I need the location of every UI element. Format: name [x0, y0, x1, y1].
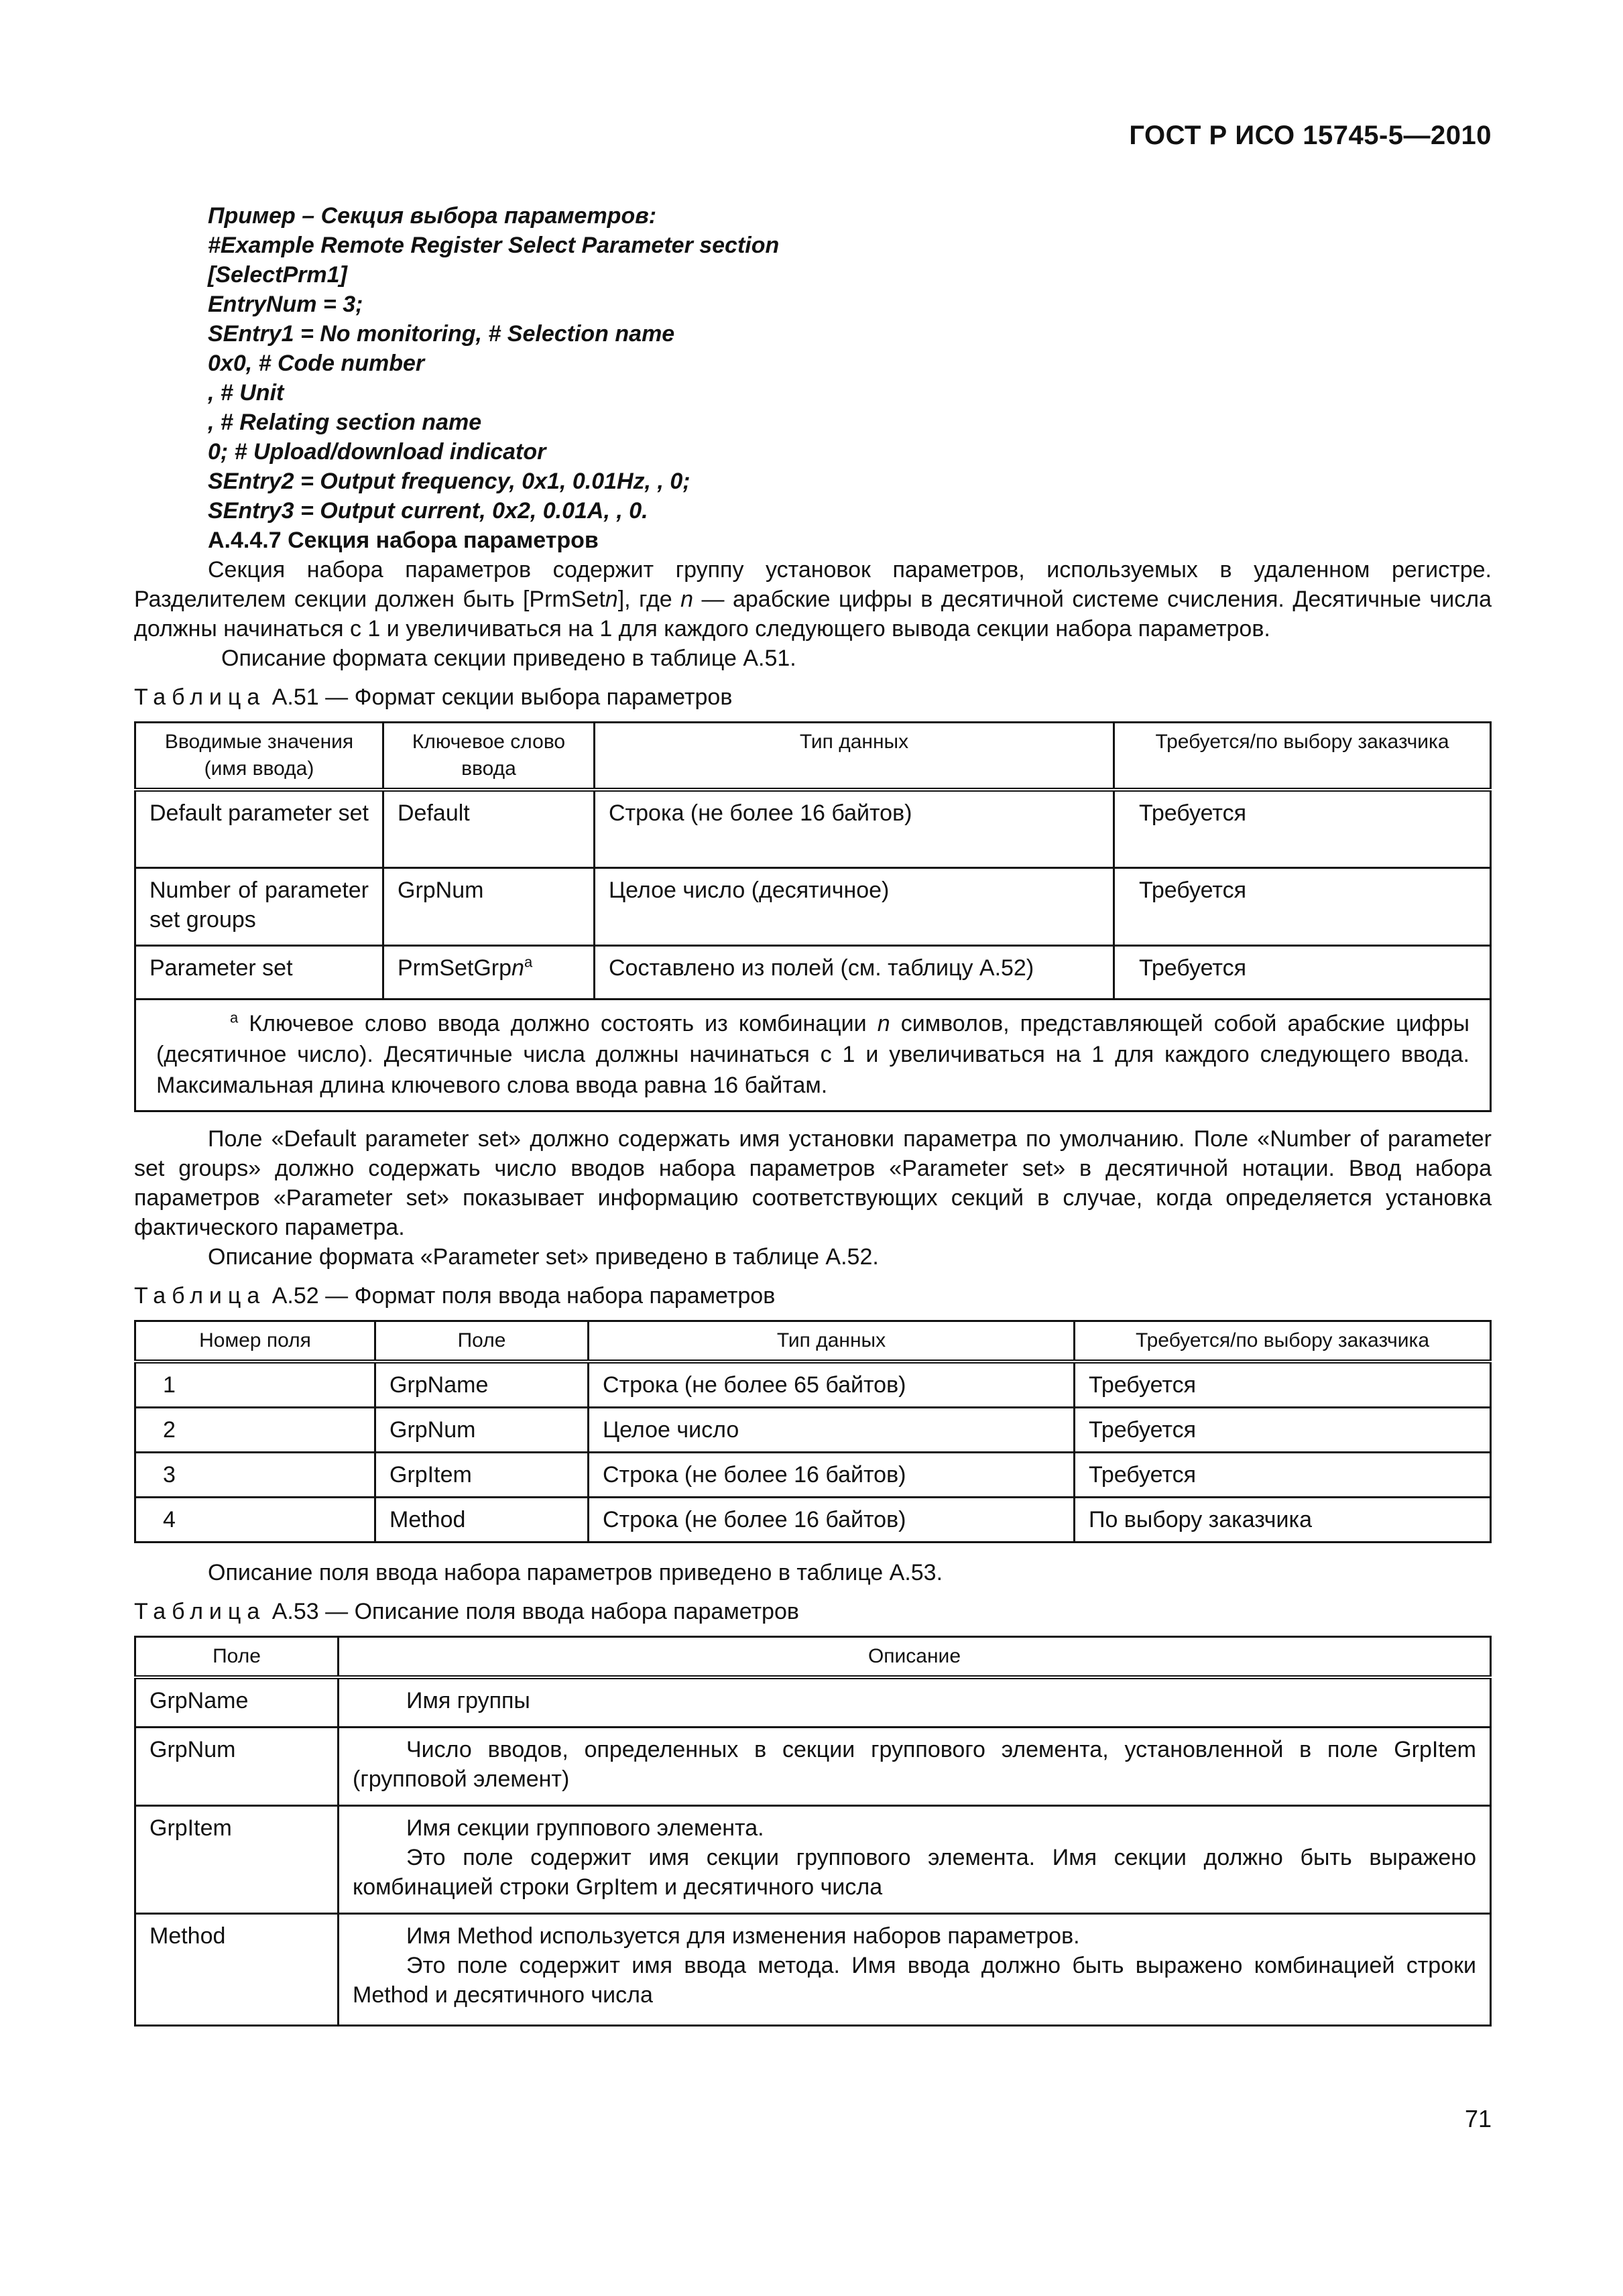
- table-cell: GrpName: [375, 1362, 589, 1408]
- example-line: 0x0, # Code number: [208, 351, 425, 376]
- table-cell: Parameter set: [135, 945, 383, 999]
- table-cell: [339, 1727, 1491, 1805]
- table-cell: GrpItem: [375, 1452, 589, 1497]
- table-cell: Требуется: [1114, 945, 1491, 999]
- table-row: [135, 790, 1491, 867]
- table-header-row: [135, 1636, 1491, 1677]
- table-footnote: $^a$ Ключевое слово ввода должно состоять из комбинации n символов, представляющей собой арабские цифры (десятичное число). Десятичные числа должны начинаться с 1 и увеличиваться на 1 для каждого следующего ввода. Максимальная длина ключевого слова ввода равна 16 байтам.: [135, 999, 1491, 1111]
- table-row: [135, 1677, 1491, 1728]
- table-cell: Default parameter set: [135, 790, 383, 867]
- table-header-cell: Вводимые значения (имя ввода): [135, 723, 383, 790]
- table-cell: [339, 1805, 1491, 1913]
- table-header-cell: Поле: [375, 1321, 589, 1362]
- table-cell: PrmSetGrpn$^a$: [383, 945, 595, 999]
- table-header-cell: Требуется/по выбору заказчика: [1114, 723, 1491, 790]
- table-row: [135, 1805, 1491, 1913]
- table-cell: 2: [135, 1407, 375, 1452]
- table-52: [134, 1320, 1492, 1543]
- table-51-caption: Таблица А.51 — Формат секции выбора параметров: [134, 684, 733, 710]
- example-line: , # Relating section name: [208, 410, 482, 435]
- table-header-cell: Ключевое слово ввода: [383, 723, 595, 790]
- table-cell: Number of parameter set groups: [135, 867, 383, 945]
- table-cell: Требуется: [1114, 867, 1491, 945]
- example-line: SEntry1 = No monitoring, # Selection name: [208, 321, 675, 347]
- table-row: [135, 1362, 1491, 1408]
- table-cell: Составлено из полей (см. таблицу А.52): [595, 945, 1114, 999]
- section-paragraph: Секция набора параметров содержит группу установок параметров, используемых в удаленном регистре. Разделителем секции должен быть [PrmSetn], где n — арабские цифры в десятичной системе счисления. Десятичные числа должны начинаться с 1 и увеличиваться на 1 для каждого следующего вывода секции набора параметров.: [134, 557, 1492, 642]
- table-row: [135, 945, 1491, 999]
- table-header-cell: Требуется/по выбору заказчика: [1075, 1321, 1491, 1362]
- table-cell: GrpNum: [383, 867, 595, 945]
- table-header-row: [135, 723, 1491, 790]
- page-number: 71: [1464, 2105, 1492, 2132]
- page-content: [134, 117, 1492, 2027]
- body-paragraph-ref: Описание поля ввода набора параметров приведено в таблице А.53.: [208, 1559, 943, 1585]
- description-line: Это поле содержит имя ввода метода. Имя ввода должно быть выражено комбинацией строки Method и десятичного числа: [353, 1952, 1476, 2008]
- table-header-cell: Поле: [135, 1636, 339, 1677]
- description-line: Имя группы: [406, 1687, 530, 1713]
- table-cell: GrpNum: [375, 1407, 589, 1452]
- table-header-cell: Описание: [339, 1636, 1491, 1677]
- table-51: [134, 721, 1492, 1112]
- table-cell: По выбору заказчика: [1075, 1497, 1491, 1542]
- table-cell: Method: [375, 1497, 589, 1542]
- example-line: SEntry2 = Output frequency, 0x1, 0.01Hz, , 0;: [208, 469, 690, 494]
- document-id: ГОСТ Р ИСО 15745-5—2010: [1129, 121, 1492, 150]
- body-paragraph-ref: Описание формата «Parameter set» приведено в таблице А.52.: [208, 1244, 879, 1270]
- table-53-caption: Таблица А.53 — Описание поля ввода набора параметров: [134, 1598, 799, 1624]
- description-line: Имя секции группового элемента.: [406, 1815, 764, 1841]
- table-header-cell: Тип данных: [589, 1321, 1075, 1362]
- table-cell: 1: [135, 1362, 375, 1408]
- table-row: [135, 867, 1491, 945]
- table-cell: [339, 1913, 1491, 2025]
- table-cell: Требуется: [1075, 1452, 1491, 1497]
- table-cell: 3: [135, 1452, 375, 1497]
- table-row: [135, 1727, 1491, 1805]
- table-53: [134, 1636, 1492, 2027]
- description-line: Это поле содержит имя секции группового элемента. Имя секции должно быть выражено комбинацией строки GrpItem и десятичного числа: [353, 1844, 1476, 1900]
- example-line: [SelectPrm1]: [208, 262, 347, 288]
- table-cell: Строка (не более 16 байтов): [589, 1452, 1075, 1497]
- table-row: [135, 1913, 1491, 2025]
- example-line: , # Unit: [208, 380, 284, 406]
- section-paragraph-ref: Описание формата секции приведено в таблице А.51.: [221, 646, 796, 671]
- table-row: [135, 1452, 1491, 1497]
- table-cell: Требуется: [1075, 1407, 1491, 1452]
- example-line: SEntry3 = Output current, 0x2, 0.01A, , 0.: [208, 498, 648, 524]
- description-line: Число вводов, определенных в секции группового элемента, установленной в поле GrpItem (групповой элемент): [353, 1736, 1476, 1792]
- example-line: Пример – Секция выбора параметров:: [208, 203, 657, 229]
- table-cell: Целое число: [589, 1407, 1075, 1452]
- table-cell: 4: [135, 1497, 375, 1542]
- table-cell: Требуется: [1114, 790, 1491, 867]
- table-cell: Строка (не более 16 байтов): [595, 790, 1114, 867]
- table-footnote-row: [135, 999, 1491, 1111]
- section-title: A.4.4.7 Секция набора параметров: [208, 528, 599, 553]
- table-cell: Требуется: [1075, 1362, 1491, 1408]
- example-line: EntryNum = 3;: [208, 292, 363, 317]
- body-paragraph: Поле «Default parameter set» должно содержать имя установки параметра по умолчанию. Поле «Number of parameter set groups» должно содержать число вводов набора параметров «Parameter set» в десятичной нотации. Ввод набора параметров «Parameter set» показывает информацию соответствующих секций в случае, когда определяется установка фактического параметра.: [134, 1126, 1492, 1240]
- table-cell: Строка (не более 65 байтов): [589, 1362, 1075, 1408]
- table-cell: Method: [135, 1913, 339, 2025]
- table-header-cell: Номер поля: [135, 1321, 375, 1362]
- table-row: [135, 1407, 1491, 1452]
- table-cell: Строка (не более 16 байтов): [589, 1497, 1075, 1542]
- example-line: 0; # Upload/download indicator: [208, 439, 546, 465]
- table-row: [135, 1497, 1491, 1542]
- table-cell: GrpNum: [135, 1727, 339, 1805]
- table-cell: [339, 1677, 1491, 1728]
- table-cell: GrpItem: [135, 1805, 339, 1913]
- table-cell: GrpName: [135, 1677, 339, 1728]
- description-line: Имя Method используется для изменения наборов параметров.: [406, 1923, 1080, 1949]
- table-cell: Целое число (десятичное): [595, 867, 1114, 945]
- table-header-row: [135, 1321, 1491, 1362]
- table-cell: Default: [383, 790, 595, 867]
- table-header-cell: Тип данных: [595, 723, 1114, 790]
- example-line: #Example Remote Register Select Parameter section: [208, 233, 780, 258]
- table-52-caption: Таблица А.52 — Формат поля ввода набора параметров: [134, 1282, 776, 1309]
- example-code-block: [208, 201, 1492, 526]
